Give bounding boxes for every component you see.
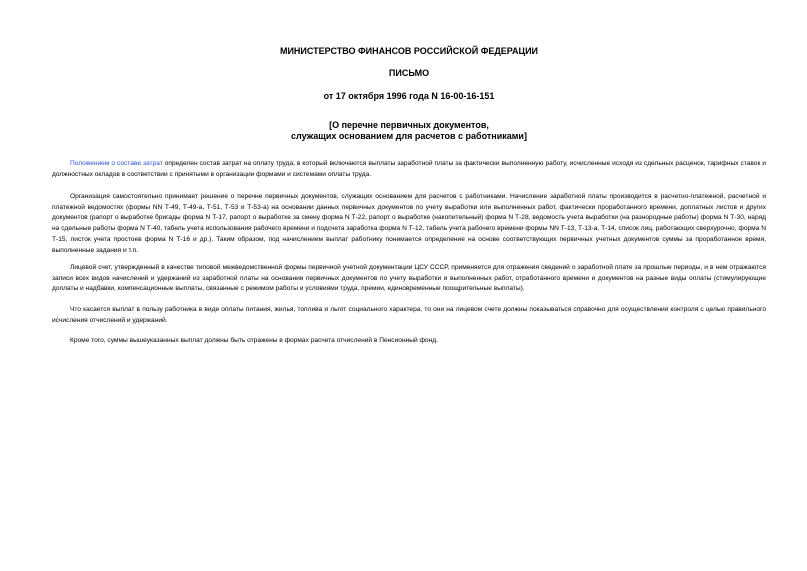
paragraph-4: Что касается выплат в пользу работника в виде оплаты питания, жилья, топлива и льгот социального характера, то они на лицевом счете должны показываться справочно для осуществления контроля с целью правильного исчисления отчислений и удержаний. [52,306,766,324]
regulation-link[interactable]: Положением о составе затрат [70,160,163,167]
date-number-heading: от 17 октября 1996 года N 16-00-16-151 [323,91,495,101]
paragraph-3: Лицевой счет, утвержденный в качестве типовой межведомственной формы первичной учетной документации ЦСУ СССР, применяется для отражения сведений о заработной плате за прошлые периоды, и в нем отражаются записи всех видов начислений и удержаний из заработной платы на основании первичных документов по учету выработки и выполненных работ, отработанного времени и документов на разные виды оплаты (стимулирующие доплаты и надбавки, компенсационные выплаты, связанные с режимом работы и условиями труда, премии, единовременные поощрительные выплаты). [52,264,766,293]
subject-line-1: [О перечне первичных документов, [329,120,489,130]
ministry-heading: МИНИСТЕРСТВО ФИНАНСОВ РОССИЙСКОЙ ФЕДЕРАЦИИ [279,46,539,56]
paragraph-5: Кроме того, суммы вышеуказанных выплат должны быть отражены в формах расчета отчислений в Пенсионный фонд. [70,337,438,344]
paragraph-2: Организация самостоятельно принимает решение о перечне первичных документов, служащих основанием для расчетов с работниками. Начисление заработной платы производится в расчетно-платежной, расчетной и платежной ведомостях (формы NN Т-49, Т-49-а, Т-51, Т-53 и Т-53-а) на основании данных первичных документов по учету выработки или выполненных работ, фактически проработанного времени, доплатных листов и других документов (рапорт о выработке бригады форма N Т-17, рапорт о выработке за смену форма N Т-22, рапорт о выработке (накопительный) форма N Т-28, ведомость учета выработки (на разнородные работы) форма N Т-30, наряд на сдельные работы форма N Т-40, табель учета использования рабочего времени и подсчета заработка форма N Т-12, табель учета рабочего времени формы NN Т-13, Т-13-а, Т-14, список лиц, работающих сверхурочно, форма N Т-15, листок учета простоев форма N Т-16 и др.). Таким образом, под начислением выплат работнику понимается определение на основе соответствующих первичных учетных документов суммы за проработанное время, выполненные задания и т.п. [52,193,766,254]
paragraph-1-text: определен состав затрат на оплату труда, в который включаются выплаты заработной платы за фактически выполненную работу, исчисленные исходя из сдельных расценок, тарифных ставок и должностных окладов в соответствии с принятыми в организации формами и системами оплаты труда. [52,160,766,178]
document-type-heading: ПИСЬМО [388,68,430,78]
paragraph-1 [52,159,766,180]
subject-line-2: служащих основанием для расчетов с работниками] [291,131,527,141]
subject-heading [52,120,766,142]
